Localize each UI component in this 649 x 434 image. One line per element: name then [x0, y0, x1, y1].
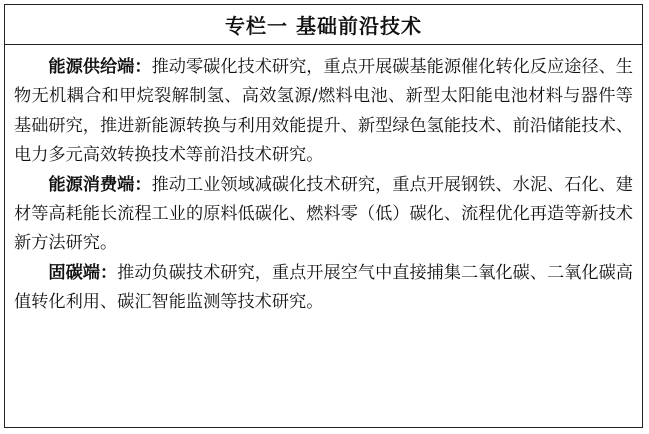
- paragraph-consumption: [14, 171, 633, 259]
- text-supply: 推动零碳化技术研究，重点开展碳基能源催化转化反应途径、生物无机耦合和甲烷裂解制氢、高效氢源/燃料电池、新型太阳能电池材料与器件等基础研究，推进新能源转换与利用效能提升、新型绿色氢能技术、前沿储能技术、电力多元高效转换技术等前沿技术研究。: [14, 57, 633, 166]
- paragraph-supply: [14, 53, 633, 171]
- feature-box: [4, 4, 643, 428]
- label-supply: 能源供给端：: [48, 57, 152, 77]
- label-sequestration: 固碳端：: [48, 262, 118, 283]
- paragraph-sequestration: [14, 259, 633, 318]
- label-consumption: 能源消费端：: [48, 174, 152, 195]
- box-title: 专栏一 基础前沿技术: [225, 14, 422, 38]
- text-sequestration: 推动负碳技术研究，重点开展空气中直接捕集二氧化碳、二氧化碳高值转化利用、碳汇智能监测等技术研究。: [14, 262, 633, 313]
- text-consumption: 推动工业领域减碳化技术研究，重点开展钢铁、水泥、石化、建材等高耗能长流程工业的原料低碳化、燃料零（低）碳化、流程优化再造等新技术新方法研究。: [14, 174, 633, 254]
- title-bar: [5, 5, 642, 45]
- box-content: [5, 45, 642, 318]
